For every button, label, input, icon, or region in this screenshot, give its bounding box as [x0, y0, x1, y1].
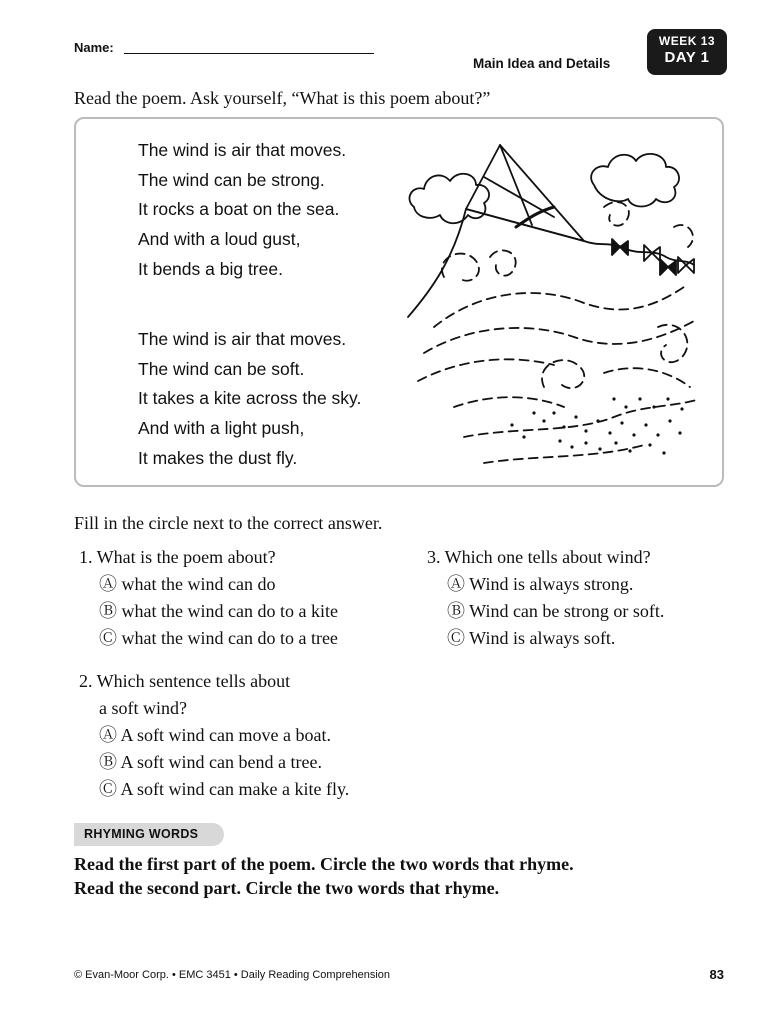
poem-box — [74, 117, 724, 487]
poem-instruction: Read the poem. Ask yourself, “What is this poem about?” — [74, 88, 491, 108]
question-1 — [79, 544, 338, 652]
cloud-icon — [409, 174, 489, 224]
poem-stanza-2 — [138, 325, 361, 474]
page-number: 83 — [709, 967, 724, 982]
day-label: DAY 1 — [664, 49, 710, 66]
answer-option-c[interactable]: Ⓒ A soft wind can make a kite fly. — [99, 779, 350, 799]
answer-instruction: Fill in the circle next to the correct answer. — [74, 513, 383, 533]
question-text: 3. Which one tells about wind? — [427, 547, 651, 567]
rhyming-words-tag: RHYMING WORDS — [74, 823, 224, 846]
answer-option-b[interactable]: Ⓑ A soft wind can bend a tree. — [99, 752, 322, 772]
poem-line: And with a light push, — [138, 418, 305, 439]
rhyming-instruction-line: Read the first part of the poem. Circle the two words that rhyme. — [74, 854, 574, 874]
kite-wind-clouds-illustration — [404, 137, 710, 477]
poem-stanza-1 — [138, 136, 346, 285]
week-label: WEEK 13 — [658, 34, 716, 48]
poem-line: And with a loud gust, — [138, 229, 301, 250]
cloud-icon — [591, 154, 679, 207]
name-label: Name: — [74, 40, 114, 55]
answer-option-c[interactable]: Ⓒ Wind is always soft. — [447, 628, 616, 648]
poem-line: The wind can be soft. — [138, 358, 305, 379]
rhyming-instructions — [74, 852, 574, 900]
poem-line: The wind is air that moves. — [138, 329, 347, 349]
skill-title: Main Idea and Details — [473, 56, 611, 71]
poem-line: It rocks a boat on the sea. — [138, 199, 340, 220]
answer-option-a[interactable]: Ⓐ what the wind can do — [99, 574, 276, 594]
week-day-badge — [647, 29, 727, 75]
poem-line: It takes a kite across the sky. — [138, 388, 362, 409]
kite-icon — [466, 145, 584, 241]
question-3 — [427, 544, 664, 652]
poem-line: It bends a big tree. — [138, 258, 283, 279]
name-write-line[interactable] — [124, 53, 374, 54]
question-text: 2. Which sentence tells about — [79, 671, 291, 691]
question-text: 1. What is the poem about? — [79, 547, 276, 567]
poem-line: The wind is air that moves. — [138, 140, 347, 160]
question-2 — [79, 668, 349, 803]
rhyming-instruction-line: Read the second part. Circle the two words that rhyme. — [74, 878, 500, 898]
answer-option-a[interactable]: Ⓐ A soft wind can move a boat. — [99, 725, 331, 745]
poem-line: The wind can be strong. — [138, 169, 325, 190]
answer-option-b[interactable]: Ⓑ Wind can be strong or soft. — [447, 601, 665, 621]
answer-option-b[interactable]: Ⓑ what the wind can do to a kite — [99, 601, 338, 621]
footer-copyright: © Evan-Moor Corp. • EMC 3451 • Daily Reading Comprehension — [74, 969, 391, 981]
question-text-continued: a soft wind? — [99, 698, 187, 718]
answer-option-a[interactable]: Ⓐ Wind is always strong. — [447, 574, 634, 594]
answer-option-c[interactable]: Ⓒ what the wind can do to a tree — [99, 628, 338, 648]
poem-line: It makes the dust fly. — [138, 447, 298, 468]
